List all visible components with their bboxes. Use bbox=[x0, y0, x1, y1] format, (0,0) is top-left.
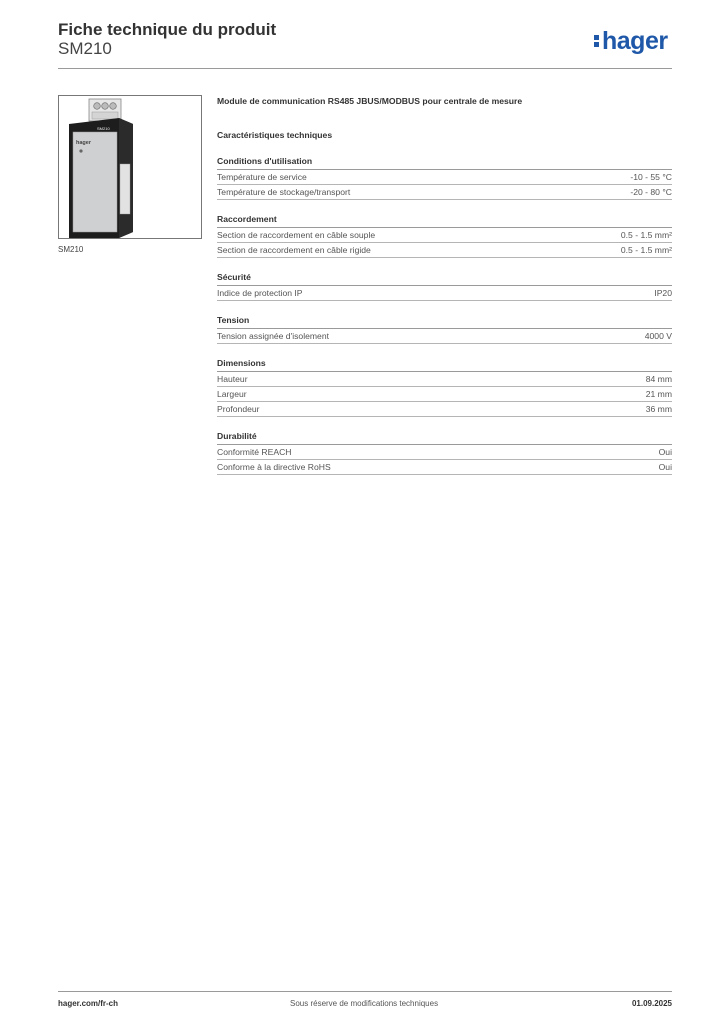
table-row bbox=[217, 460, 672, 475]
section-tension bbox=[217, 315, 672, 344]
header-divider bbox=[58, 68, 672, 69]
section-raccordement bbox=[217, 214, 672, 258]
row-value: 84 mm bbox=[645, 374, 672, 384]
table-row bbox=[217, 228, 672, 243]
characteristics-heading: Caractéristiques techniques bbox=[217, 130, 333, 140]
row-label: Conforme à la directive RoHS bbox=[217, 462, 331, 472]
svg-text:SM210: SM210 bbox=[97, 126, 110, 131]
section-title: Raccordement bbox=[217, 214, 672, 228]
section-title: Conditions d'utilisation bbox=[217, 156, 672, 170]
section-conditions bbox=[217, 156, 672, 200]
table-row bbox=[217, 185, 672, 200]
row-label: Section de raccordement en câble rigide bbox=[217, 245, 371, 255]
row-value: 36 mm bbox=[645, 404, 672, 414]
table-row bbox=[217, 372, 672, 387]
section-title: Dimensions bbox=[217, 358, 672, 372]
footer-disclaimer: Sous réserve de modifications techniques bbox=[290, 999, 439, 1008]
table-row bbox=[217, 445, 672, 460]
row-label: Hauteur bbox=[217, 374, 248, 384]
product-reference: SM210 bbox=[58, 39, 112, 58]
product-description: Module de communication RS485 JBUS/MODBUS pour centrale de mesure bbox=[217, 96, 523, 106]
row-value: 0.5 - 1.5 mm² bbox=[620, 230, 672, 240]
section-title: Sécurité bbox=[217, 272, 672, 286]
row-value: Oui bbox=[658, 462, 672, 472]
footer-website-link[interactable]: hager.com/fr-ch bbox=[58, 999, 119, 1008]
table-row bbox=[217, 243, 672, 258]
section-durabilite bbox=[217, 431, 672, 475]
logo-dots-icon bbox=[594, 35, 601, 49]
section-dimensions bbox=[217, 358, 672, 417]
row-value: Oui bbox=[658, 447, 672, 457]
product-image-frame bbox=[58, 95, 202, 239]
logo-text: hager bbox=[602, 27, 668, 55]
page-title: Fiche technique du produit bbox=[58, 20, 277, 39]
row-label: Tension assignée d'isolement bbox=[217, 331, 329, 341]
table-row bbox=[217, 402, 672, 417]
row-label: Indice de protection IP bbox=[217, 288, 303, 298]
row-label: Profondeur bbox=[217, 404, 260, 414]
row-value: -10 - 55 °C bbox=[630, 172, 672, 182]
footer-divider bbox=[58, 991, 672, 992]
row-label: Température de stockage/transport bbox=[217, 187, 351, 197]
row-label: Section de raccordement en câble souple bbox=[217, 230, 376, 240]
sm210-module-image-icon bbox=[59, 96, 201, 238]
technical-content bbox=[217, 96, 672, 475]
section-title: Tension bbox=[217, 315, 672, 329]
section-securite bbox=[217, 272, 672, 301]
row-label: Température de service bbox=[217, 172, 307, 182]
hager-logo bbox=[594, 26, 668, 56]
row-label: Conformité REACH bbox=[217, 447, 292, 457]
table-row bbox=[217, 286, 672, 301]
section-title: Durabilité bbox=[217, 431, 672, 445]
row-label: Largeur bbox=[217, 389, 247, 399]
product-image-caption: SM210 bbox=[58, 245, 84, 254]
table-row bbox=[217, 387, 672, 402]
table-row bbox=[217, 329, 672, 344]
row-value: 0.5 - 1.5 mm² bbox=[620, 245, 672, 255]
footer-date: 01.09.2025 bbox=[631, 999, 672, 1008]
row-value: 4000 V bbox=[644, 331, 672, 341]
row-value: 21 mm bbox=[645, 389, 672, 399]
svg-text:hager: hager bbox=[76, 140, 91, 146]
row-value: -20 - 80 °C bbox=[630, 187, 672, 197]
table-row bbox=[217, 170, 672, 185]
row-value: IP20 bbox=[654, 288, 672, 298]
